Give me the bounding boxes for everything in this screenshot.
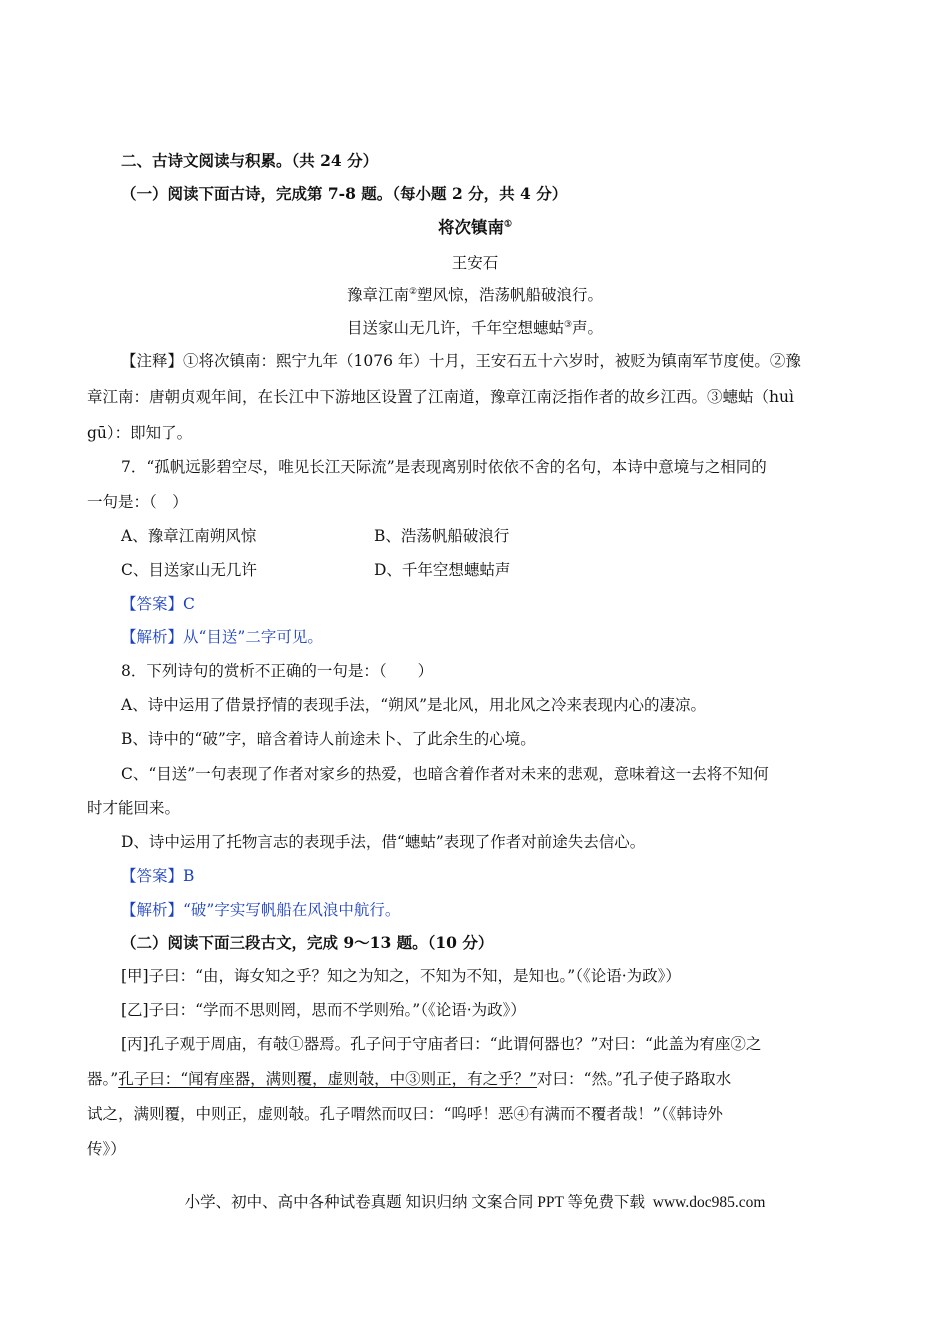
section-title: 二、古诗文阅读与积累。（共 24 分） (121, 151, 379, 170)
q7-option-d: D、千年空想蟪蛄声 (374, 561, 511, 579)
poem-line-1 (0, 285, 950, 305)
poem-title-note: ① (503, 219, 513, 230)
part2-title: （二）阅读下面三段古文，完成 9～13 题。（10 分） (121, 933, 494, 952)
footer-link[interactable]: www.doc985.com (652, 1194, 766, 1211)
q8-stem: 8．下列诗句的赏析不正确的一句是：（ ） (121, 662, 434, 680)
notes-line-2: 章江南：唐朝贞观年间，在长江中下游地区设置了江南道，豫章江南泛指作者的故乡江西。③蟪蛄（huì (87, 388, 794, 406)
q7-option-a: A、豫章江南朔风惊 (121, 527, 257, 545)
notes-line-3: gū）：即知了。 (87, 424, 193, 442)
q7-option-c: C、目送家山无几许 (121, 561, 257, 579)
poem-line-2-b: 声。 (572, 319, 604, 337)
text-bing-underlined: 孔子曰：“闻宥座器，满则覆，虚则攲，中③则正，有之乎？” (118, 1070, 538, 1088)
text-bing-2-b: 对曰：“然。”孔子使子路取水 (537, 1070, 732, 1088)
text-yi: [乙]子曰：“学而不思则罔，思而不学则殆。”（《论语·为政》） (121, 1001, 526, 1019)
footer-text: 小学、初中、高中各种试卷真题 知识归纳 文案合同 PPT 等免费下载 (184, 1194, 646, 1211)
poem-line-2 (0, 318, 950, 338)
q7-stem-1: 7．“孤帆远影碧空尽，唯见长江天际流”是表现离别时依依不舍的名句，本诗中意境与之相同的 (121, 458, 767, 476)
text-jia: [甲]子曰：“由，诲女知之乎？知之为知之，不知为不知，是知也。”（《论语·为政》） (121, 967, 681, 985)
poem-line-2-note: ③ (563, 319, 573, 330)
q7-analysis: 【解析】从“目送”二字可见。 (121, 628, 323, 646)
poem-line-1-b: 塑风惊，浩荡帆船破浪行。 (417, 286, 604, 304)
q8-option-b: B、诗中的“破”字，暗含着诗人前途未卜、了此余生的心境。 (121, 730, 536, 748)
text-bing-1: [丙]孔子观于周庙，有攲①器焉。孔子问于守庙者曰：“此谓何器也？”对曰：“此盖为宥座②之 (121, 1035, 762, 1053)
q8-option-d: D、诗中运用了托物言志的表现手法，借“蟪蛄”表现了作者对前途失去信心。 (121, 833, 646, 851)
text-bing-2 (87, 1069, 731, 1089)
poem-line-1-note: ② (408, 286, 418, 297)
notes-line-1: 【注释】①将次镇南：熙宁九年（1076 年）十月，王安石五十六岁时，被贬为镇南军节度使。②豫 (121, 352, 801, 370)
q8-answer: 【答案】B (121, 867, 195, 885)
q8-analysis: 【解析】“破”字实写帆船在风浪中航行。 (121, 901, 401, 919)
q7-stem-2: 一句是：（ ） (87, 493, 188, 511)
poem-line-1-a: 豫章江南 (346, 286, 409, 304)
text-bing-3: 试之，满则覆，中则正，虚则攲。孔子喟然而叹曰：“呜呼！恶④有满而不覆者哉！”（《韩诗外 (87, 1105, 723, 1123)
part1-title: （一）阅读下面古诗，完成第 7-8 题。（每小题 2 分，共 4 分） (121, 184, 568, 203)
poem-author: 王安石 (451, 254, 499, 272)
q7-answer: 【答案】C (121, 595, 195, 613)
text-bing-2-a: 器。” (87, 1070, 119, 1088)
footer (0, 1193, 950, 1213)
poem-title-text: 将次镇南 (437, 218, 504, 237)
q8-option-c-2: 时才能回来。 (87, 799, 181, 817)
q8-option-c-1: C、“目送”一句表现了作者对家乡的热爱，也暗含着作者对未来的悲观，意味着这一去将不知何 (121, 765, 769, 783)
q8-option-a: A、诗中运用了借景抒情的表现手法，“朔风”是北风，用北风之冷来表现内心的凄凉。 (121, 696, 707, 714)
poem-title (0, 218, 950, 238)
q7-option-b: B、浩荡帆船破浪行 (374, 527, 510, 545)
poem-line-2-a: 目送家山无几许，千年空想蟪蛄 (346, 319, 564, 337)
text-bing-4: 传》） (87, 1140, 126, 1158)
